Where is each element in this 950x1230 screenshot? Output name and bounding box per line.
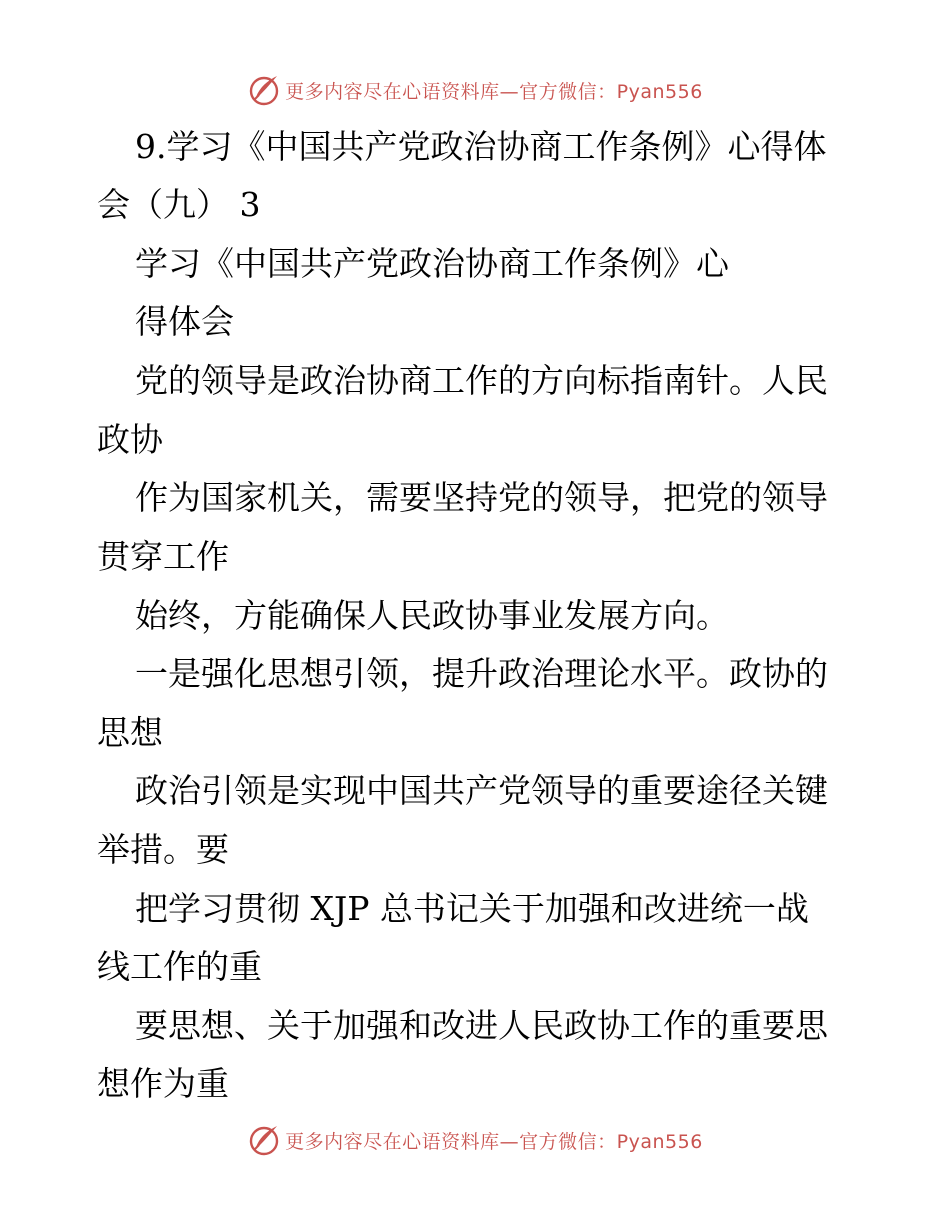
header-watermark bbox=[0, 70, 950, 110]
body-line: 政协 bbox=[97, 420, 163, 459]
quill-logo-icon bbox=[247, 73, 281, 107]
body-line: 要思想、关于加强和改进人民政协工作的重要思 bbox=[135, 1006, 828, 1045]
body-line: 政治引领是实现中国共产党领导的重要途径关键 bbox=[135, 771, 828, 810]
body-line: 思想 bbox=[97, 713, 163, 752]
body-line: 线工作的重 bbox=[97, 947, 262, 986]
quill-logo-icon bbox=[247, 1123, 281, 1157]
body-line: 一是强化思想引领，提升政治理论水平。政协的 bbox=[135, 654, 828, 693]
footer-watermark bbox=[0, 1120, 950, 1160]
body-line: 作为国家机关，需要坚持党的领导，把党的领导 bbox=[135, 478, 828, 517]
body-line: 得体会 bbox=[135, 302, 234, 341]
body-line: 始终，方能确保人民政协事业发展方向。 bbox=[135, 596, 729, 635]
body-line: 学习《中国共产党政治协商工作条例》心 bbox=[135, 244, 729, 283]
body-line: 会（九） 3 bbox=[97, 185, 261, 224]
body-line: 想作为重 bbox=[97, 1064, 229, 1103]
header-watermark-text: 更多内容尽在心语资料库—官方微信：Pyan556 bbox=[285, 80, 703, 103]
footer-watermark-text: 更多内容尽在心语资料库—官方微信：Pyan556 bbox=[285, 1130, 703, 1153]
body-line: 举措。要 bbox=[97, 830, 229, 869]
body-line: 把学习贯彻 XJP 总书记关于加强和改进统一战 bbox=[135, 889, 809, 928]
body-line: 党的领导是政治协商工作的方向标指南针。人民 bbox=[135, 361, 828, 400]
body-line: 贯穿工作 bbox=[97, 537, 229, 576]
body-line: 9.学习《中国共产党政治协商工作条例》心得体 bbox=[135, 127, 827, 166]
